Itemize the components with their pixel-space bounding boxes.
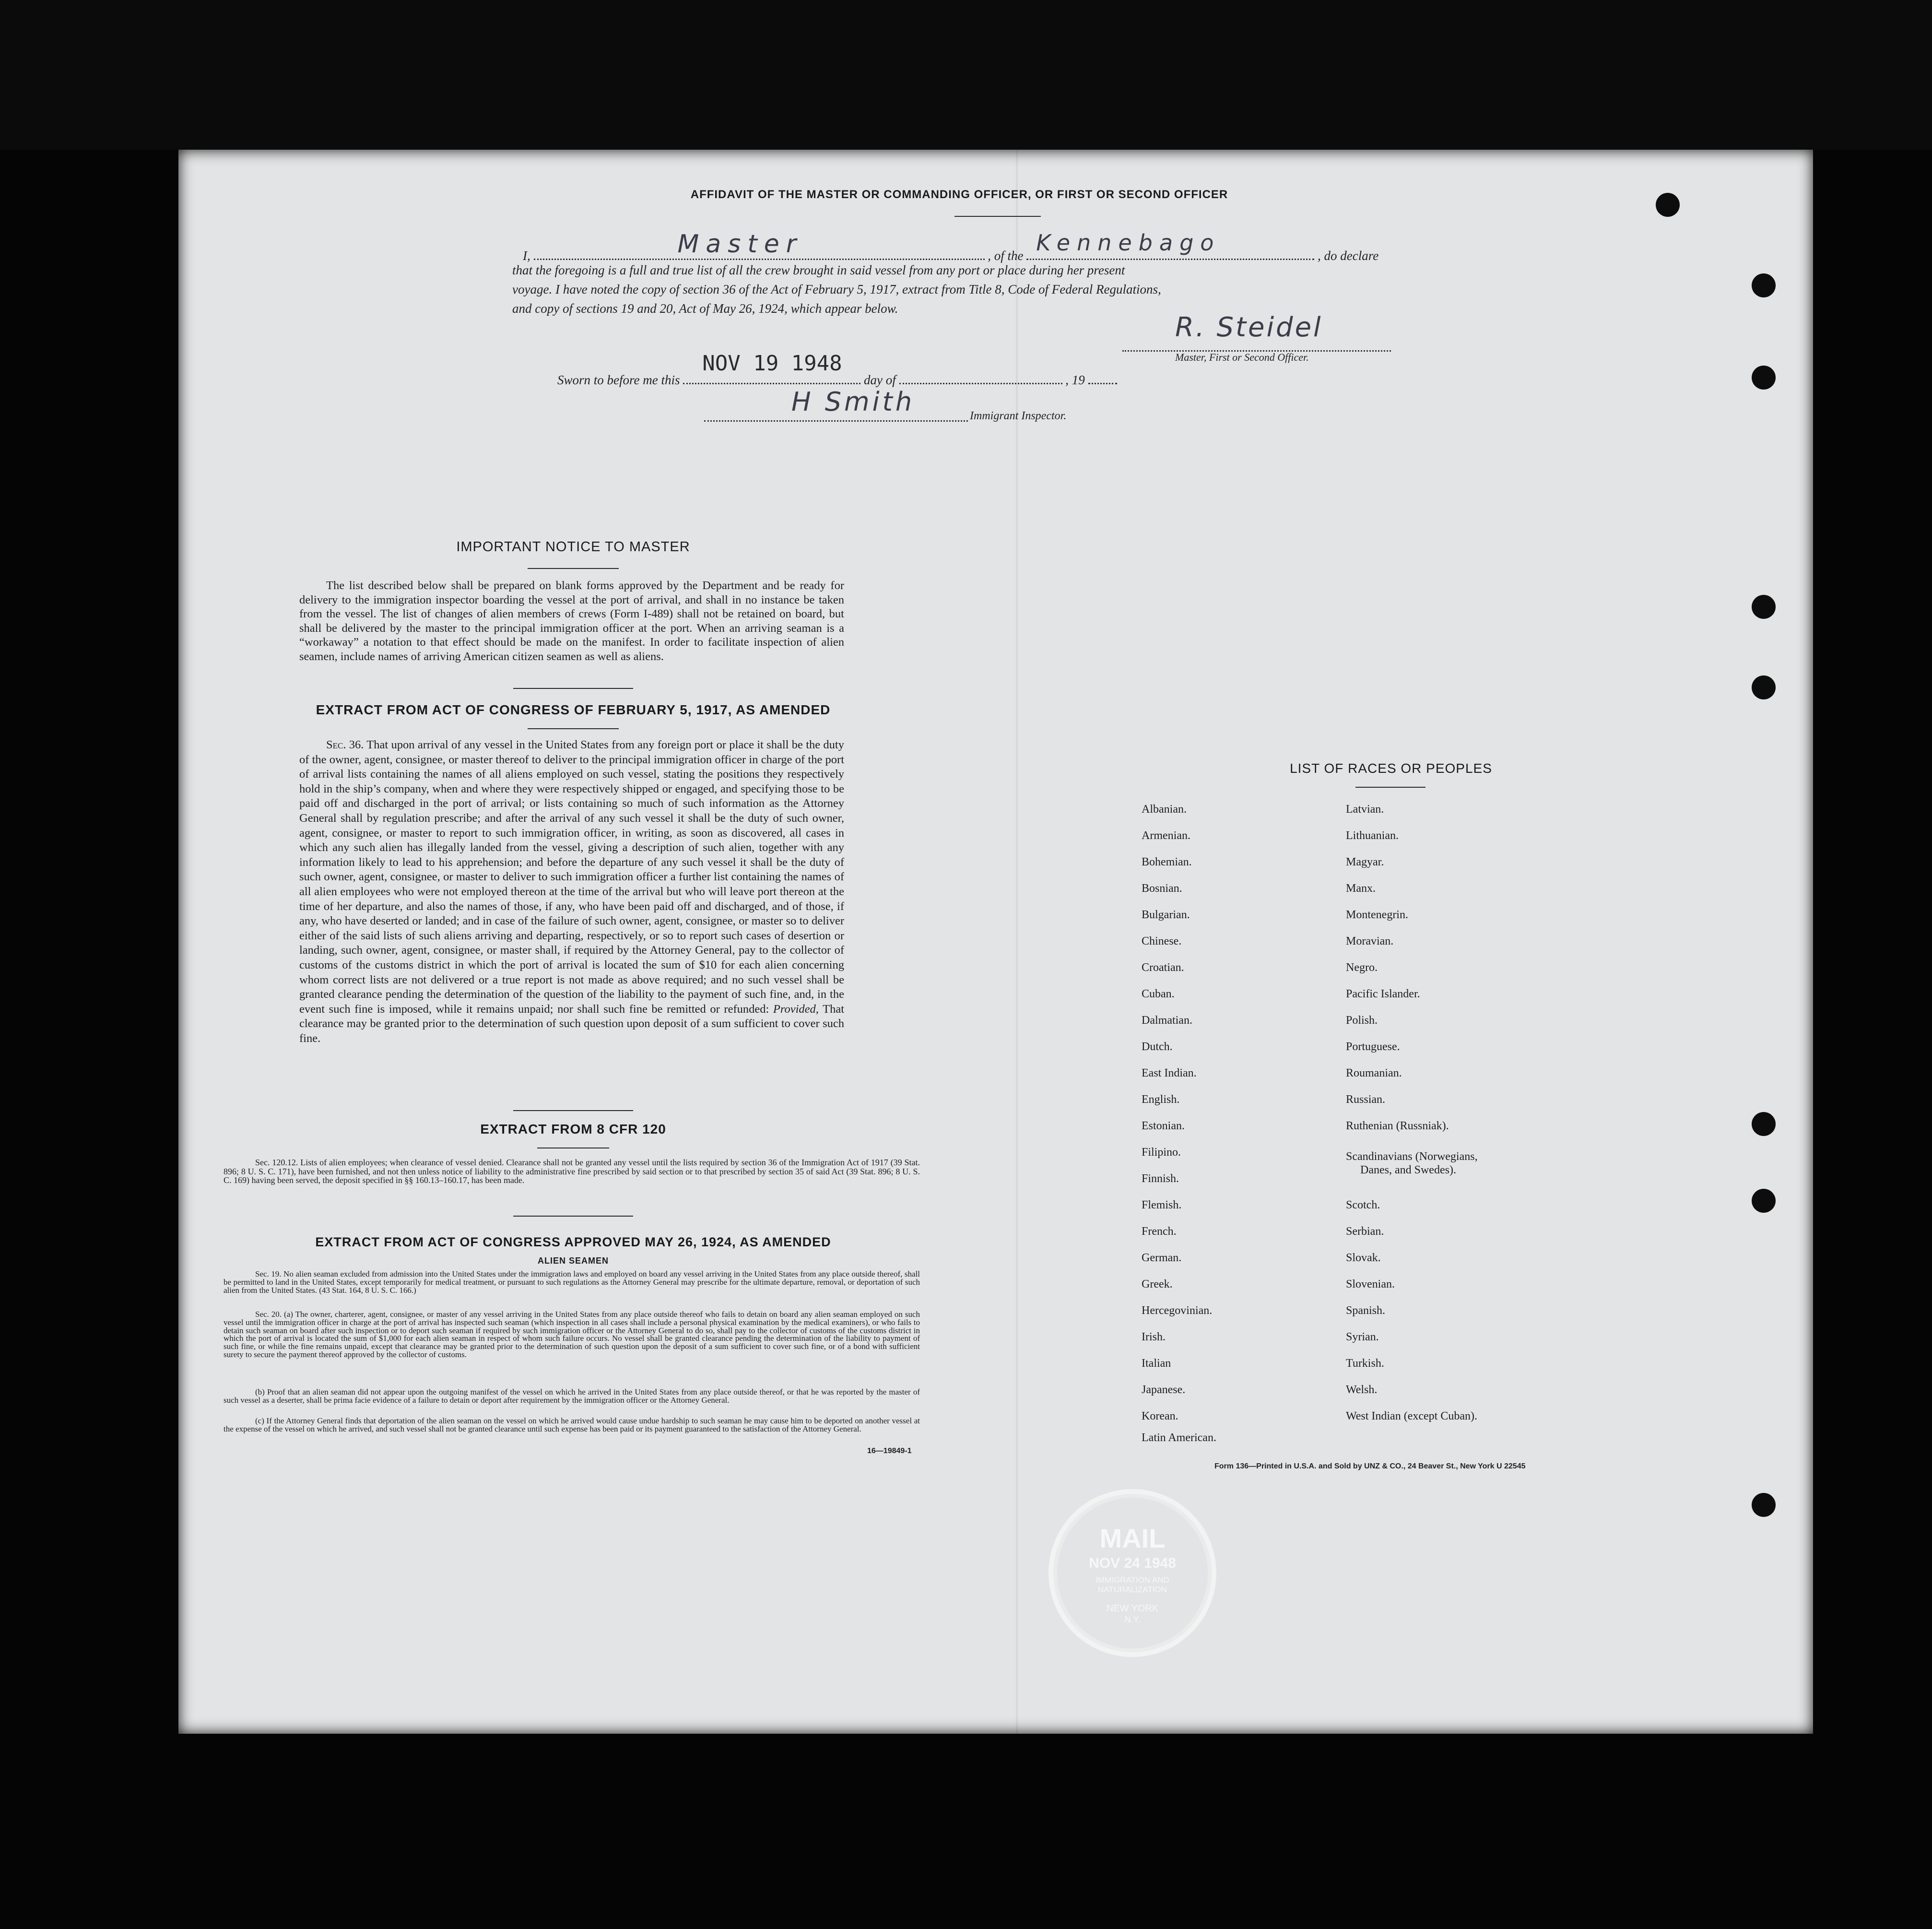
stamp-mail: MAIL xyxy=(1099,1523,1166,1553)
binder-hole xyxy=(1752,1112,1776,1136)
sec-36-label: Sec. 36. xyxy=(326,738,364,751)
cfr-text: Sec. 120.12. Lists of alien employees; when clearance of vessel denied. Clearance shall not be granted any vessel until the lists required by section 36 of the Immigration Act of 1917 (39 Stat. 896; 8 U. S. C. 171), have been furnished, and not then unless notice of liability to the administrative fine prescribed by said section or to that prescribed by section 35 of said Act (39 Stat. 896; 8 U. S. C. 169) having been served, the deposit specified in §§ 160.13–160.17, has been made. xyxy=(224,1158,920,1185)
race-left: English. xyxy=(1142,1093,1180,1106)
race-right: Negro. xyxy=(1346,961,1378,974)
race-right: Russian. xyxy=(1346,1093,1386,1106)
month-field xyxy=(899,368,1062,384)
handwritten-signature: R. Steidel xyxy=(1175,312,1323,343)
sec-19-text: Sec. 19. No alien seaman excluded from admission into the United States under the immigration laws and employed on board any vessel arriving in the United States from any place outside thereof, shall be permitted to land in the United States, except temporarily for medical treatment, or pursuant to such regulations as the Attorney General may prescribe for the ultimate departure, removal, or deportation of such alien from the United States. (43 Stat. 164, 8 U. S. C. 166.) xyxy=(224,1269,920,1295)
handwritten-name: Master xyxy=(677,230,803,259)
binder-hole xyxy=(1752,273,1776,297)
cfr-title: EXTRACT FROM 8 CFR 120 xyxy=(480,1122,666,1136)
inspector-caption: Immigrant Inspector. xyxy=(970,410,1067,422)
race-right: Montenegrin. xyxy=(1346,909,1408,921)
extract-1917-title: EXTRACT FROM ACT OF CONGRESS OF FEBRUARY 5, 1917, AS AMENDED xyxy=(316,702,831,717)
race-left: Italian xyxy=(1142,1357,1171,1370)
handwritten-vessel: Kennebago xyxy=(1036,230,1221,256)
affidavit-line3: voyage. I have noted the copy of section 36 of the Act of February 5, 1917, extract from Title 8, Code of Federal Regulations, xyxy=(512,282,1161,296)
day-of-label: day of xyxy=(864,373,896,387)
race-left: Japanese. xyxy=(1142,1384,1186,1396)
stamp-date: NOV 24 1948 xyxy=(1089,1555,1176,1571)
notice-text: The list described below shall be prepared on blank forms approved by the Department and be ready for delivery to the immigration inspector boarding the vessel at the port of arrival, and shall in no instance be taken from the vessel. The list of changes of alien members of crews (Form I-489) shall not be retained on board, but shall be delivered by the master to the principal immigration officer at the port. When an arriving seaman is a “workaway” a notation to that effect should be made on the manifest. In order to facilitate inspection of alien seamen, include names of arriving American citizen seamen as well as aliens. xyxy=(299,579,844,663)
race-right: West Indian (except Cuban). xyxy=(1346,1410,1477,1422)
affidavit-title: AFFIDAVIT OF THE MASTER OR COMMANDING OFFICER, OR FIRST OR SECOND OFFICER xyxy=(690,188,1228,201)
name-field xyxy=(534,230,985,260)
alien-seamen-subtitle: ALIEN SEAMEN xyxy=(537,1256,609,1266)
race-left: Greek. xyxy=(1142,1278,1173,1290)
race-left: Bohemian. xyxy=(1142,856,1192,868)
vessel-field xyxy=(1026,230,1314,260)
notice-title: IMPORTANT NOTICE TO MASTER xyxy=(456,539,690,555)
race-left: Latin American. xyxy=(1142,1432,1216,1444)
races-rule xyxy=(1355,787,1425,788)
i-label: I, xyxy=(523,249,530,263)
sec-20a-text: Sec. 20. (a) The owner, charterer, agent, consignee, or master of any vessel arriving in the United States from any place outside thereof who fails to detain on board any alien seaman employed on such vessel until the immigration officer in charge at the port of arrival has inspected such seaman (which inspection in all cases shall include a personal physical examination by the medical examiners), or who fails to detain such seaman on board after such inspection or to deport such seaman if required by such immigration officer or the Attorney General to do so, shall pay to the collector of customs of the customs district in which the port of arrival is located the sum of $1,000 for each alien seaman in respect of whom such failure occurs. No vessel shall be granted clearance pending the determination of the liability to payment of such fine, or while the fine remains unpaid, except that clearance may be granted prior to the determination of such question upon the deposit of a sum sufficient to cover such fine, or of a bond with sufficient surety to secure the payment thereof approved by the collector of customs. xyxy=(224,1310,920,1359)
sec-20b-text: (b) Proof that an alien seaman did not appear upon the outgoing manifest of the vessel on which he arrived in the United States from any place outside thereof, or that he was reported by the master of such vessel as a deserter, shall be prima facie evidence of a failure to detain or deport after requirement by the immigration officer or the Attorney General. xyxy=(224,1387,920,1405)
sec-36-body: That upon arrival of any vessel in the United States from any foreign port or place it shall be the duty of the owner, agent, consignee, or master thereof to deliver to the principal immigration officer in charge of the port of arrival lists containing the names of all aliens employed on such vessel, stating the positions they respectively hold in the ship’s company, when and where they were respectively shipped or engaged, and specifying those to be paid off and discharged in the port of arrival; or lists containing so much of such information as the Attorney General shall by regulation prescribe; and after the arrival of any such vessel it shall be the duty of such owner, agent, consignee, or master to report to such immigration officer, in writing, as soon as discovered, all cases in which any such alien has illegally landed from the vessel, giving a description of such alien, together with any information likely to lead to his apprehension; and before the departure of any such vessel it shall be the duty of such owner, agent, consignee, or master to deliver to such immigration officer a further list containing the names of all alien employees who were not employed thereon at the time of the arrival but who will leave port thereon at the time of her departure, and also the names of those, if any, who have been paid off and discharged, and of those, if any, who have deserted or landed; and in case of the failure of such owner, agent, consignee, or master so to deliver either of the said lists of such aliens arriving and departing, respectively, or so to report such cases of desertion or landing, such owner, agent, consignee, or master shall, if required by the Attorney General, pay to the collector of customs of the customs district in which the port of arrival is located the sum of $10 for each alien concerning whom correct lists are not delivered or a true report is not made as above required; and no such vessel shall be granted clearance pending the determination of the question of the liability to the payment of such fine, and, in the event such fine is imposed, while it remains unpaid; nor shall such fine be remitted or refunded: xyxy=(299,738,844,1016)
extract-1917-rule xyxy=(528,728,619,729)
race-right: Lithuanian. xyxy=(1346,829,1399,842)
race-left: Bosnian. xyxy=(1142,882,1182,895)
race-left: Korean. xyxy=(1142,1410,1178,1422)
form-printer-line: Form 136—Printed in U.S.A. and Sold by UNZ & CO., 24 Beaver St., New York U 22545 xyxy=(1214,1462,1526,1470)
race-left: Armenian. xyxy=(1142,829,1190,842)
race-left: Estonian. xyxy=(1142,1120,1185,1132)
race-left: East Indian. xyxy=(1142,1067,1197,1079)
race-left: Albanian. xyxy=(1142,803,1187,816)
race-right: Polish. xyxy=(1346,1014,1378,1027)
year-field xyxy=(1088,368,1117,384)
race-right: Turkish. xyxy=(1346,1357,1384,1370)
race-right: Pacific Islander. xyxy=(1346,988,1420,1000)
provided-word: Provided, xyxy=(773,1002,819,1016)
race-left: Filipino. xyxy=(1142,1146,1181,1159)
race-right: Roumanian. xyxy=(1346,1067,1402,1079)
binder-hole xyxy=(1752,1189,1776,1213)
race-left: Dalmatian. xyxy=(1142,1014,1192,1027)
binder-hole xyxy=(1752,675,1776,699)
sec-36-body-end: That clearance may be granted prior to the determination of such question upon deposit of a sum sufficient to cover such fine. xyxy=(299,1002,845,1045)
race-left: Finnish. xyxy=(1142,1172,1179,1185)
scan-border xyxy=(0,0,1932,150)
race-right: Danes, and Swedes). xyxy=(1360,1164,1456,1176)
races-title: LIST OF RACES OR PEOPLES xyxy=(1290,761,1492,776)
race-left: Bulgarian. xyxy=(1142,909,1190,921)
binder-hole xyxy=(1656,193,1680,217)
do-declare-label: , do declare xyxy=(1318,249,1379,263)
race-right: Spanish. xyxy=(1346,1304,1386,1317)
race-right: Slovenian. xyxy=(1346,1278,1395,1290)
cfr-divider xyxy=(513,1216,633,1217)
race-left: Hercegovinian. xyxy=(1142,1304,1213,1317)
race-left: Cuban. xyxy=(1142,988,1175,1000)
extract-1924-title: EXTRACT FROM ACT OF CONGRESS APPROVED MAY 26, 1924, AS AMENDED xyxy=(315,1235,831,1249)
race-right: Moravian. xyxy=(1346,935,1394,947)
race-left: German. xyxy=(1142,1252,1182,1264)
race-right: Latvian. xyxy=(1346,803,1384,816)
race-right: Serbian. xyxy=(1346,1225,1384,1238)
immigration-stamp xyxy=(1048,1489,1216,1657)
affidavit-line4: and copy of sections 19 and 20, Act of May 26, 1924, which appear below. xyxy=(512,301,898,316)
title-rule xyxy=(954,216,1041,217)
date-stamp: NOV 19 1948 xyxy=(702,351,842,376)
form-code: 16—19849-1 xyxy=(867,1447,912,1455)
race-left: Irish. xyxy=(1142,1331,1166,1343)
stamp-agency: IMMIGRATION AND NATURALIZATION xyxy=(1096,1575,1169,1594)
notice-rule xyxy=(528,568,619,569)
race-right: Ruthenian (Russniak). xyxy=(1346,1120,1449,1132)
sworn-date-field xyxy=(683,351,860,384)
race-right: Syrian. xyxy=(1346,1331,1379,1343)
binder-hole xyxy=(1752,366,1776,390)
binder-hole xyxy=(1752,1493,1776,1517)
race-left: Dutch. xyxy=(1142,1041,1173,1053)
race-right: Scotch. xyxy=(1346,1199,1380,1211)
race-right: Magyar. xyxy=(1346,856,1384,868)
race-left: Croatian. xyxy=(1142,961,1184,974)
notice-divider xyxy=(513,688,633,689)
of-the-label: , of the xyxy=(988,249,1024,263)
race-left: French. xyxy=(1142,1225,1177,1238)
race-left: Chinese. xyxy=(1142,935,1182,947)
race-right: Manx. xyxy=(1346,882,1376,895)
affidavit-line1 xyxy=(523,230,1482,263)
handwritten-inspector: H Smith xyxy=(791,387,915,417)
binder-hole xyxy=(1752,595,1776,619)
stamp-state: N.Y. xyxy=(1124,1615,1141,1624)
year-label: , 19 xyxy=(1065,373,1085,387)
sec-20c-text: (c) If the Attorney General finds that deportation of the alien seaman on the vessel on which he arrived would cause undue hardship to such seaman he may cause him to be deported on another vessel at the expense of the vessel on which he arrived, and such vessel shall not be granted clearance until such expense has been paid or its payment guaranteed to the satisfaction of the Attorney General. xyxy=(224,1416,920,1433)
race-right: Scandinavians (Norwegians, xyxy=(1346,1150,1478,1163)
race-right: Portuguese. xyxy=(1346,1041,1400,1053)
extract-1917-text xyxy=(299,738,844,1046)
race-left: Flemish. xyxy=(1142,1199,1182,1211)
race-right: Welsh. xyxy=(1346,1384,1378,1396)
signature-caption: Master, First or Second Officer. xyxy=(1175,351,1309,363)
extract-1917-divider xyxy=(513,1110,633,1111)
race-right: Slovak. xyxy=(1346,1252,1381,1264)
stamp-city: NEW YORK xyxy=(1106,1603,1159,1614)
sworn-label: Sworn to before me this xyxy=(557,373,680,387)
affidavit-line2: that the foregoing is a full and true list of all the crew brought in said vessel from any port or place during her present xyxy=(512,263,1125,277)
